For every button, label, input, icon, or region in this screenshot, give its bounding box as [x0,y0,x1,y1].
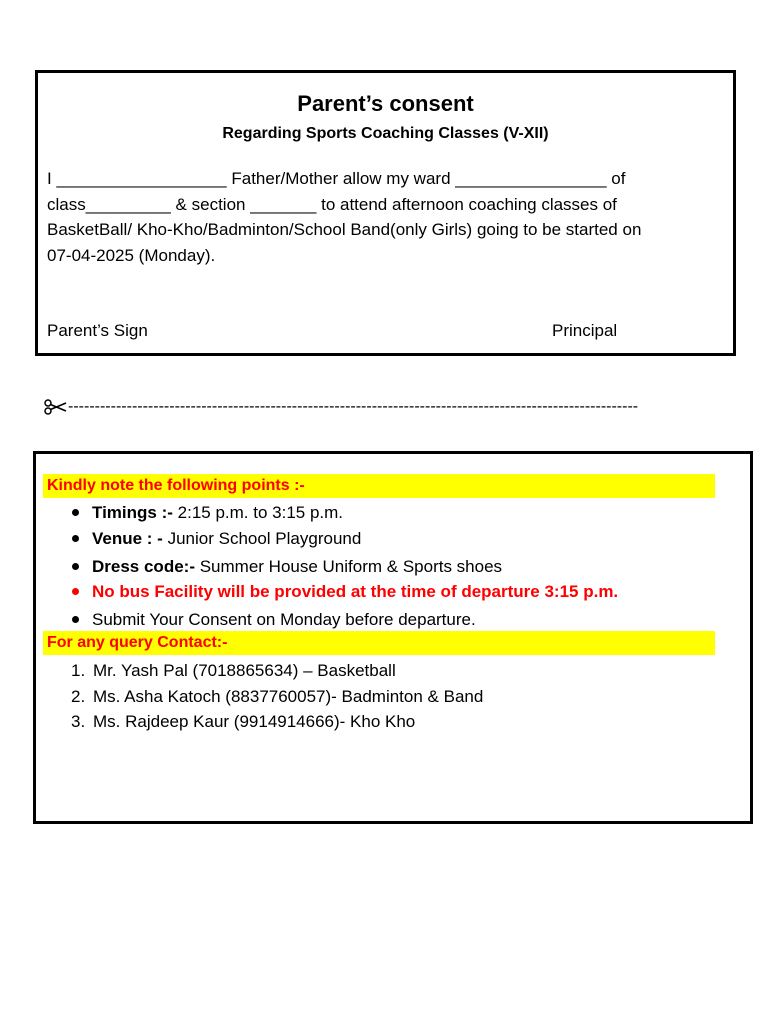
contact-number: 2. [71,687,86,706]
point-label: Dress code:- [92,557,195,576]
consent-line-4: 07-04-2025 (Monday). [47,245,216,265]
contact-heading: For any query Contact:- [43,631,715,655]
consent-paragraph [47,166,725,268]
point-dress-code [72,555,502,579]
point-label: Timings :- [92,503,173,522]
point-text: Summer House Uniform & Sports shoes [194,557,503,576]
contact-number: 1. [71,661,86,680]
point-venue [72,527,361,551]
contact-text: Ms. Rajdeep Kaur (9914914666)- Kho Kho [93,712,416,731]
consent-line-1: I __________________ Father/Mother allow my ward ________________ of [47,169,626,188]
point-no-bus-warning [72,580,618,604]
point-text: No bus Facility will be provided at the time of departure 3:15 p.m. [92,582,619,601]
point-text: Junior School Playground [162,529,362,548]
bullet-icon [72,616,79,623]
consent-line-2: class_________ & section _______ to attend afternoon coaching classes of [47,194,617,214]
point-text: Submit Your Consent on Monday before departure. [92,610,476,629]
bullet-icon [72,563,79,570]
contact-item [71,685,483,709]
form-subtitle: Regarding Sports Coaching Classes (V-XII) [222,125,549,142]
dashed-cut-line: ----------------------------------------------------------------------------------------------------------- [68,398,639,415]
consent-form [35,70,736,356]
contact-text: Mr. Yash Pal (7018865634) – Basketball [93,661,396,680]
point-text: 2:15 p.m. to 3:15 p.m. [172,503,344,522]
notice-box [33,451,753,824]
contact-item [71,659,396,683]
bullet-icon [72,509,79,516]
point-timings [72,501,343,525]
contact-text: Ms. Asha Katoch (8837760057)- Badminton & Band [93,687,484,706]
principal-label: Principal [552,321,618,340]
consent-line-3: BasketBall/ Kho-Kho/Badminton/School Band(only Girls) going to be started on [47,220,642,239]
point-label: Venue : - [92,529,163,548]
notice-heading: Kindly note the following points :- [43,474,715,498]
bullet-icon [72,535,79,542]
contact-number: 3. [71,712,86,731]
contact-item [71,710,415,734]
point-submit-consent [72,608,476,632]
bullet-icon [72,588,79,595]
parent-sign-label: Parent’s Sign [47,321,148,340]
cut-here-line [44,396,724,418]
form-title: Parent’s consent [297,91,474,116]
scissors-icon [44,399,68,415]
